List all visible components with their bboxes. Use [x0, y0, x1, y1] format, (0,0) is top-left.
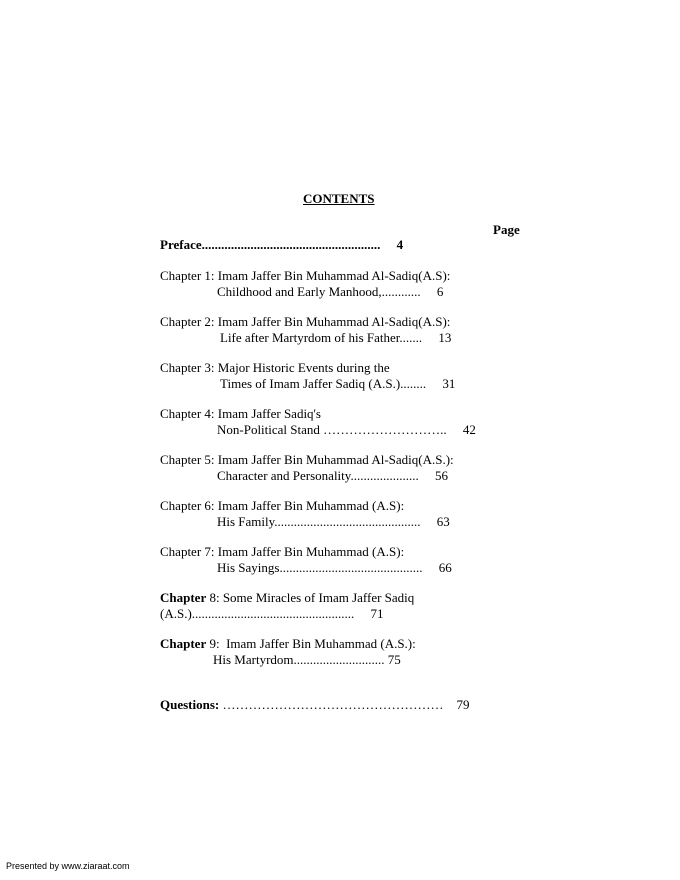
toc-line: Chapter 5: Imam Jaffer Bin Muhammad Al-Sadiq(A.S.): — [160, 452, 454, 467]
toc-line: His Martyrdom............................ 75 — [213, 652, 401, 667]
chapter-title: 8: Some Miracles of Imam Jaffer Sadiq — [206, 590, 415, 605]
page-column-header: Page — [493, 222, 520, 237]
footer-credit: Presented by www.ziaraat.com — [6, 861, 130, 871]
toc-entry-questions — [160, 697, 469, 713]
chapter-label: Chapter — [160, 590, 207, 605]
toc-line — [160, 590, 414, 606]
questions-label: Questions: — [160, 697, 220, 712]
toc-line: (A.S.).................................................. 71 — [160, 606, 384, 621]
toc-line — [160, 636, 416, 652]
toc-line: Chapter 2: Imam Jaffer Bin Muhammad Al-Sadiq(A.S): — [160, 314, 451, 329]
toc-line: Chapter 4: Imam Jaffer Sadiq's — [160, 406, 321, 421]
toc-line: Chapter 3: Major Historic Events during the — [160, 360, 390, 375]
toc-line: Chapter 6: Imam Jaffer Bin Muhammad (A.S): — [160, 498, 405, 513]
toc-line: Non-Political Stand ……………………….. 42 — [217, 422, 476, 437]
toc-line: His Family............................................. 63 — [217, 514, 450, 529]
toc-line: Chapter 7: Imam Jaffer Bin Muhammad (A.S): — [160, 544, 405, 559]
chapter-label: Chapter — [160, 636, 207, 651]
contents-title: CONTENTS — [303, 191, 375, 206]
chapter-title: 9: Imam Jaffer Bin Muhammad (A.S.): — [206, 636, 416, 651]
toc-line: Character and Personality..................... 56 — [217, 468, 448, 483]
toc-line: His Sayings............................................ 66 — [217, 560, 452, 575]
toc-entry-preface: Preface....................................................... 4 — [160, 237, 404, 252]
toc-line: Chapter 1: Imam Jaffer Bin Muhammad Al-Sadiq(A.S): — [160, 268, 451, 283]
toc-line: Life after Martyrdom of his Father....... 13 — [220, 330, 452, 345]
toc-line: Times of Imam Jaffer Sadiq (A.S.)........ 31 — [220, 376, 456, 391]
toc-line: Childhood and Early Manhood,............ 6 — [217, 284, 444, 299]
questions-leader: …………………………………………… 79 — [219, 697, 470, 712]
